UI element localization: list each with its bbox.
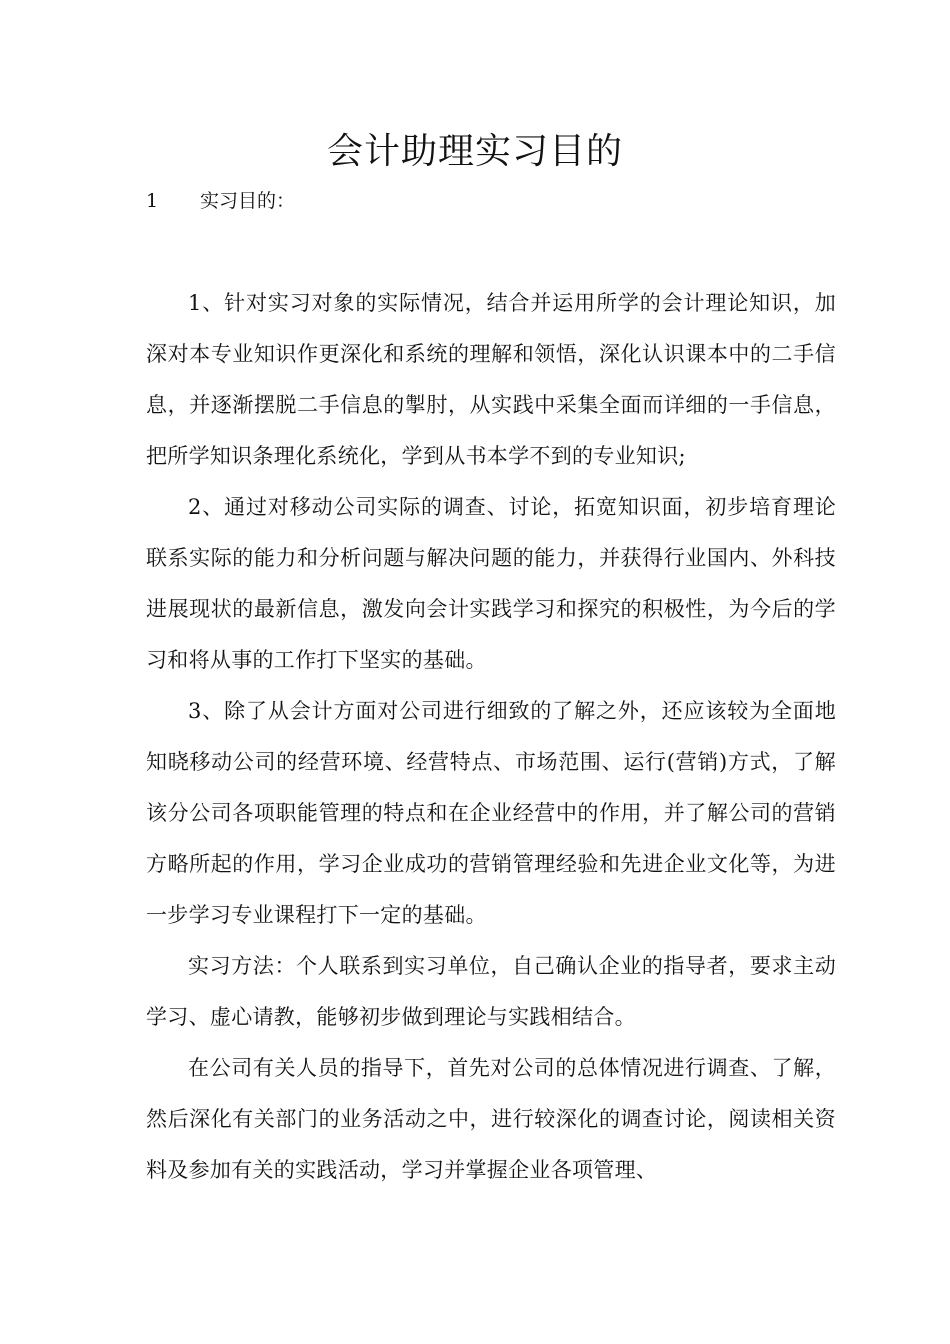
paragraph-purpose-2: 2、通过对移动公司实际的调查、讨论，拓宽知识面，初步培育理论联系实际的能力和分析问题与解决问题的能力，并获得行业国内、外科技进展现状的最新信息，激发向会计实践学习和探究的积极性，为今后的学习和将从事的工作打下坚实的基础。 [146, 495, 836, 672]
document-body [146, 278, 836, 1196]
document-title: 会计助理实习目的 [326, 131, 623, 172]
section-number: 1 [146, 190, 159, 212]
paragraph-purpose-3: 3、除了从会计方面对公司进行细致的了解之外，还应该较为全面地知晓移动公司的经营环境、经营特点、市场范围、运行(营销)方式，了解该分公司各项职能管理的特点和在企业经营中的作用，并了解公司的营销方略所起的作用，学习企业成功的营销管理经验和先进企业文化等，为进一步学习专业课程打下一定的基础。 [146, 699, 836, 927]
paragraph-process: 在公司有关人员的指导下，首先对公司的总体情况进行调查、了解，然后深化有关部门的业务活动之中，进行较深化的调查讨论，阅读相关资料及参加有关的实践活动，学习并掌握企业各项管理、 [146, 1056, 836, 1182]
section-label: 实习目的： [200, 190, 296, 212]
section-heading [146, 186, 295, 216]
paragraph-purpose-1: 1、针对实习对象的实际情况，结合并运用所学的会计理论知识，加深对本专业知识作更深化和系统的理解和领悟，深化认识课本中的二手信息，并逐渐摆脱二手信息的掣肘，从实践中采集全面而详细的一手信息，把所学知识条理化系统化，学到从书本学不到的专业知识; [146, 291, 836, 468]
paragraph-method: 实习方法：个人联系到实习单位，自己确认企业的指导者，要求主动学习、虚心请教，能够初步做到理论与实践相结合。 [146, 954, 836, 1029]
